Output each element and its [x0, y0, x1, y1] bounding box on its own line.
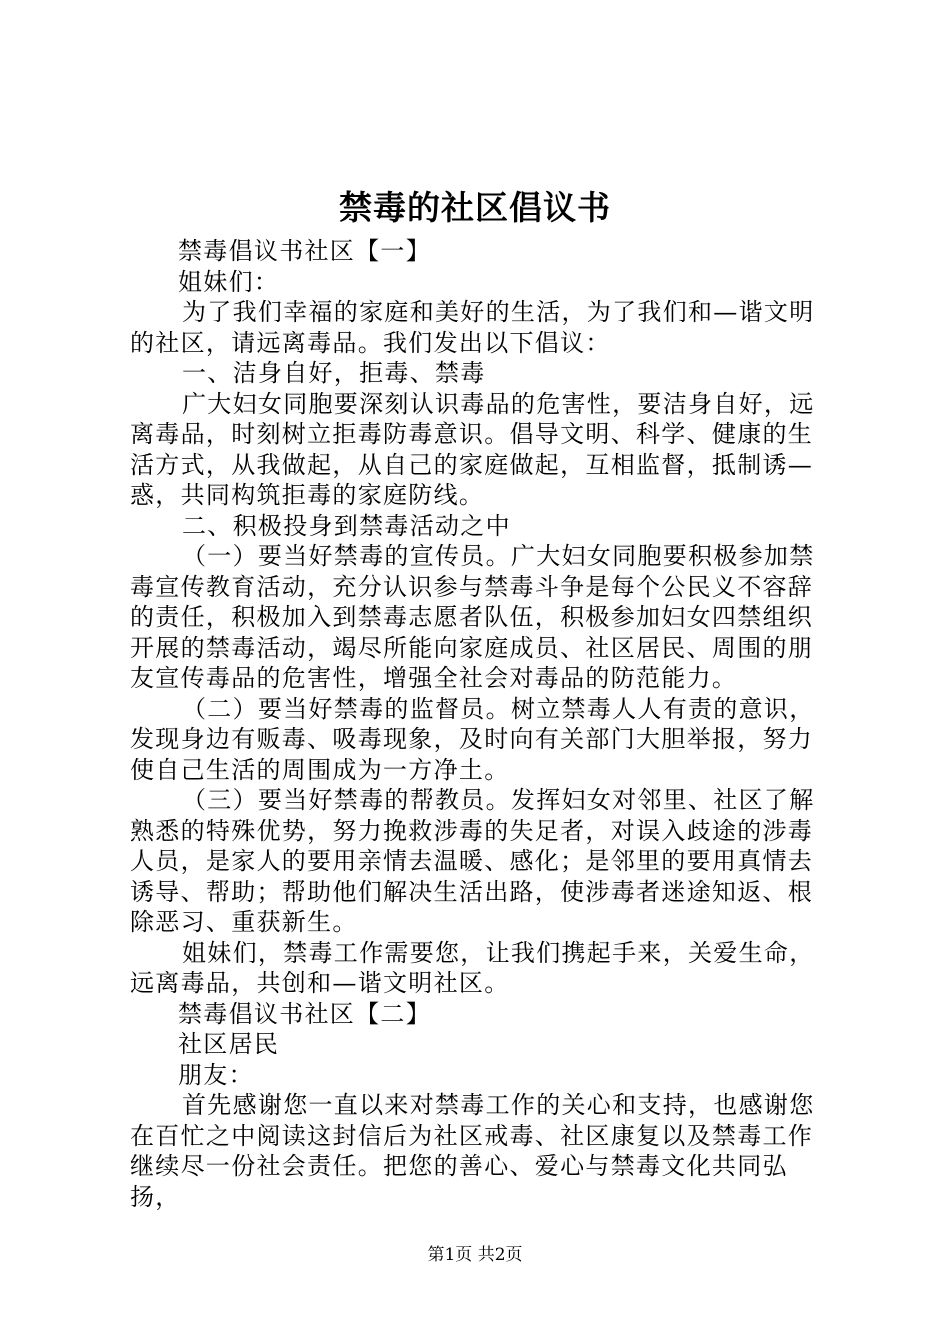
point-heading-1: 一、洁身自好，拒毒、禁毒 — [182, 359, 486, 387]
paragraph: （三）要当好禁毒的帮教员。发挥妇女对邻里、社区了解熟悉的特殊优势，努力挽救涉毒的失足者，对误入歧途的涉毒人员，是家人的要用亲情去温暖、感化；是邻里的要用真情去诱导、帮助；帮助他们解决生活出路，使涉毒者迷途知返、根除恶习、重获新生。 — [130, 786, 815, 936]
document-body — [130, 236, 830, 1212]
paragraph: 首先感谢您一直以来对禁毒工作的关心和支持，也感谢您在百忙之中阅读这封信后为社区戒毒、社区康复以及禁毒工作继续尽一份社会责任。把您的善心、爱心与禁毒文化共同弘扬， — [130, 1091, 815, 1211]
section-heading-1: 禁毒倡议书社区【一】 — [178, 237, 431, 265]
page-footer: 第1页 共2页 — [427, 1245, 523, 1265]
section-heading-2: 禁毒倡议书社区【二】 — [178, 999, 431, 1028]
paragraph: 为了我们幸福的家庭和美好的生活，为了我们和—谐文明的社区，请远离毒品。我们发出以下倡议： — [130, 298, 815, 357]
paragraph: （二）要当好禁毒的监督员。树立禁毒人人有责的意识，发现身边有贩毒、吸毒现象，及时向有关部门大胆举报，努力使自己生活的周围成为一方净土。 — [130, 694, 815, 784]
addressee-line: 社区居民 — [178, 1030, 280, 1058]
salutation: 朋友： — [178, 1060, 254, 1089]
point-heading-2: 二、积极投身到禁毒活动之中 — [182, 511, 511, 540]
paragraph: 广大妇女同胞要深刻认识毒品的危害性，要洁身自好，远离毒品，时刻树立拒毒防毒意识。倡导文明、科学、健康的生活方式，从我做起，从自己的家庭做起，互相监督，抵制诱—惑，共同构筑拒毒的家庭防线。 — [130, 389, 815, 509]
paragraph: 姐妹们，禁毒工作需要您，让我们携起手来，关爱生命，远离毒品，共创和—谐文明社区。 — [130, 938, 815, 997]
salutation: 姐妹们： — [178, 267, 280, 296]
document-title: 禁毒的社区倡议书 — [339, 188, 611, 227]
paragraph: （一）要当好禁毒的宣传员。广大妇女同胞要积极参加禁毒宣传教育活动，充分认识参与禁毒斗争是每个公民义不容辞的责任，积极加入到禁毒志愿者队伍，积极参加妇女四禁组织开展的禁毒活动，竭尽所能向家庭成员、社区居民、周围的朋友宣传毒品的危害性，增强全社会对毒品的防范能力。 — [130, 542, 815, 692]
